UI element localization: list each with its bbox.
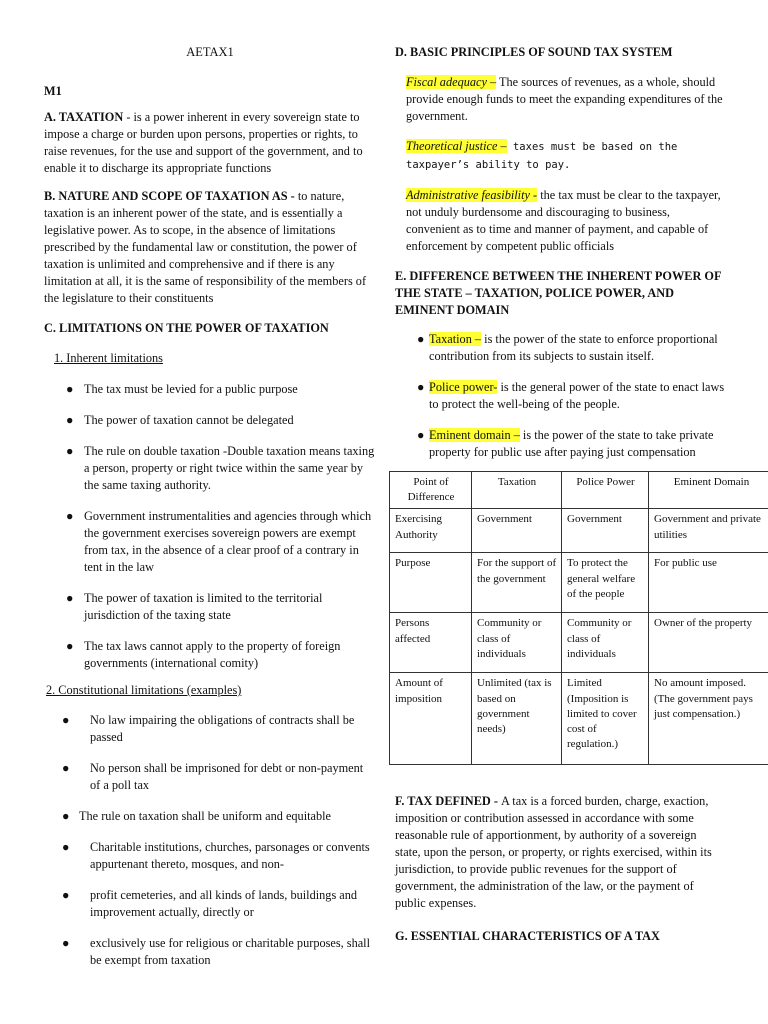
bullet-icon: ● (66, 591, 74, 605)
section-c-heading: C. LIMITATIONS ON THE POWER OF TAXATION (44, 321, 329, 335)
list-item: ● The tax must be levied for a public purpose (66, 382, 298, 396)
highlighted-term: Theoretical justice – (406, 139, 507, 153)
right-column (395, 0, 761, 945)
section-a-heading: A. TAXATION (44, 110, 124, 124)
list-item: ● Eminent domain – is the power of the state to take private property for public use after paying just compensation (417, 428, 714, 459)
section-a-body: - is a power inherent in every sovereign state to impose a charge or burden upon persons, properties or rights, to raise revenues, for the use and support of the government, and to enable it to discharge its appropriate functions (44, 110, 363, 175)
table-cell: For public use (649, 553, 768, 613)
inherent-limitations-list (44, 381, 376, 672)
section-b (44, 188, 376, 307)
section-f (395, 793, 725, 912)
highlighted-term: Fiscal adequacy – (406, 75, 497, 89)
highlighted-term: Police power- (429, 380, 498, 394)
table-cell: Government and private utilities (649, 509, 768, 553)
bullet-icon: ● (62, 713, 70, 727)
highlighted-term: Taxation – (429, 332, 482, 346)
inherent-powers-list (395, 331, 725, 461)
document-title: AETAX1 (186, 45, 234, 59)
comparison-table (389, 471, 768, 765)
principle-fiscal-adequacy: Fiscal adequacy – The sources of revenues, as a whole, should provide enough funds to meet the expanding expenditures of the government. (406, 75, 723, 123)
table-row (390, 673, 768, 765)
bullet-icon: ● (66, 444, 74, 458)
list-item: ● Government instrumentalities and agencies through which the government exercises sovereign powers are exempt from tax, in the absence of a clear proof of a contrary in tent in the law (66, 509, 372, 574)
bullet-icon: ● (417, 380, 425, 394)
highlighted-term: Eminent domain – (429, 428, 520, 442)
bullet-icon: ● (62, 936, 70, 950)
table-cell: Amount of imposition (390, 673, 472, 765)
section-f-body: A tax is a forced burden, charge, exaction, imposition or contribution assessed in accordance with some reasonable rule of apportionment, by authority of a sovereign state, upon the person, or property, or rights exercised, within its jurisdiction, to provide public revenues for the support of government, the administration of the law, or the payment of public expenses. (395, 794, 712, 911)
constitutional-limitations-list (44, 712, 376, 969)
section-e-heading: E. DIFFERENCE BETWEEN THE INHERENT POWER OF THE STATE – TAXATION, POLICE POWER, AND EMINENT DOMAIN (395, 269, 722, 317)
table-row (390, 553, 768, 613)
principle-theoretical-justice: Theoretical justice – taxes must be based on the taxpayer’s ability to pay. (406, 139, 678, 171)
table-cell: Unlimited (tax is based on government needs) (472, 673, 562, 765)
bullet-icon: ● (417, 332, 425, 346)
table-cell: Owner of the property (649, 613, 768, 673)
table-row (390, 613, 768, 673)
list-item: ● No person shall be imprisoned for debt or non-payment of a poll tax (62, 761, 364, 792)
table-cell: To protect the general welfare of the people (562, 553, 649, 613)
section-d-heading: D. BASIC PRINCIPLES OF SOUND TAX SYSTEM (395, 45, 673, 59)
list-item: ● Charitable institutions, churches, parsonages or convents appurtenant thereto, mosques, and non- (62, 840, 370, 871)
highlighted-term: Administrative feasibility - (406, 188, 538, 202)
list-item: ● The tax laws cannot apply to the property of foreign governments (international comity) (66, 639, 341, 670)
table-header-row (390, 472, 768, 509)
bullet-icon: ● (66, 382, 74, 396)
bullet-icon: ● (62, 888, 70, 902)
table-header-cell: Taxation (472, 472, 562, 509)
table-cell: Purpose (390, 553, 472, 613)
bullet-icon: ● (66, 639, 74, 653)
list-item: ● exclusively use for religious or charitable purposes, shall be exempt from taxation (62, 936, 371, 967)
section-f-heading: F. TAX DEFINED - (395, 794, 502, 809)
list-item: ● The power of taxation cannot be delegated (66, 413, 294, 427)
list-item: ● The power of taxation is limited to the territorial jurisdiction of the taxing state (66, 591, 323, 622)
table-header-cell: Point of Difference (390, 472, 472, 509)
table-row (390, 509, 768, 553)
list-item: ● profit cemeteries, and all kinds of lands, buildings and improvement actually, directly or (62, 888, 358, 919)
section-a (44, 109, 376, 177)
table-cell: No amount imposed. (The government pays just compensation.) (649, 673, 768, 765)
bullet-icon: ● (62, 840, 70, 854)
section-b-heading: B. NATURE AND SCOPE OF TAXATION AS - (44, 189, 298, 203)
table-cell: Government (562, 509, 649, 553)
table-cell: Community or class of individuals (472, 613, 562, 673)
bullet-icon: ● (417, 428, 425, 442)
list-item: ● The rule on double taxation -Double taxation means taxing a person, property or right twice within the same year by the same taxing authority. (66, 444, 375, 492)
section-g-heading: G. ESSENTIAL CHARACTERISTICS OF A TAX (395, 929, 660, 944)
bullet-icon: ● (62, 809, 70, 823)
module-label: M1 (44, 84, 62, 98)
list-item: ● The rule on taxation shall be uniform and equitable (62, 809, 332, 823)
table-cell: For the support of the government (472, 553, 562, 613)
table-cell: Exercising Authority (390, 509, 472, 553)
bullet-icon: ● (66, 509, 74, 523)
list-item: ● Police power- is the general power of the state to enact laws to protect the well-being of the people. (417, 380, 725, 411)
table-cell: Government (472, 509, 562, 553)
bullet-icon: ● (62, 761, 70, 775)
left-column (44, 0, 376, 969)
table-cell: Limited (Imposition is limited to cover cost of regulation.) (562, 673, 649, 765)
principle-administrative-feasibility: Administrative feasibility - the tax must be clear to the taxpayer, not unduly burdensome and discouraging to business, convenient as to time and manner of payment, and capable of enforcement by competent public officials (406, 188, 721, 253)
table-header-cell: Police Power (562, 472, 649, 509)
table-cell: Community or class of individuals (562, 613, 649, 673)
table-header-cell: Eminent Domain (649, 472, 768, 509)
list-item: ● No law impairing the obligations of contracts shall be passed (62, 713, 355, 744)
constitutional-limitations-heading: 2. Constitutional limitations (examples) (46, 683, 242, 697)
list-item: ● Taxation – is the power of the state to enforce proportional contribution from its subjects to sustain itself. (417, 332, 718, 363)
table-cell: Persons affected (390, 613, 472, 673)
bullet-icon: ● (66, 413, 74, 427)
section-b-body: to nature, taxation is an inherent power of the state, and is essentially a legislative power. As to scope, in the absence of limitations prescribed by the fundamental law or constitution, the power of taxation is unlimited and comprehensive and if there is any limitation at all, it is the same of responsibility of the members of the legislature to their constituents (44, 189, 367, 305)
inherent-limitations-heading: 1. Inherent limitations (54, 351, 163, 365)
